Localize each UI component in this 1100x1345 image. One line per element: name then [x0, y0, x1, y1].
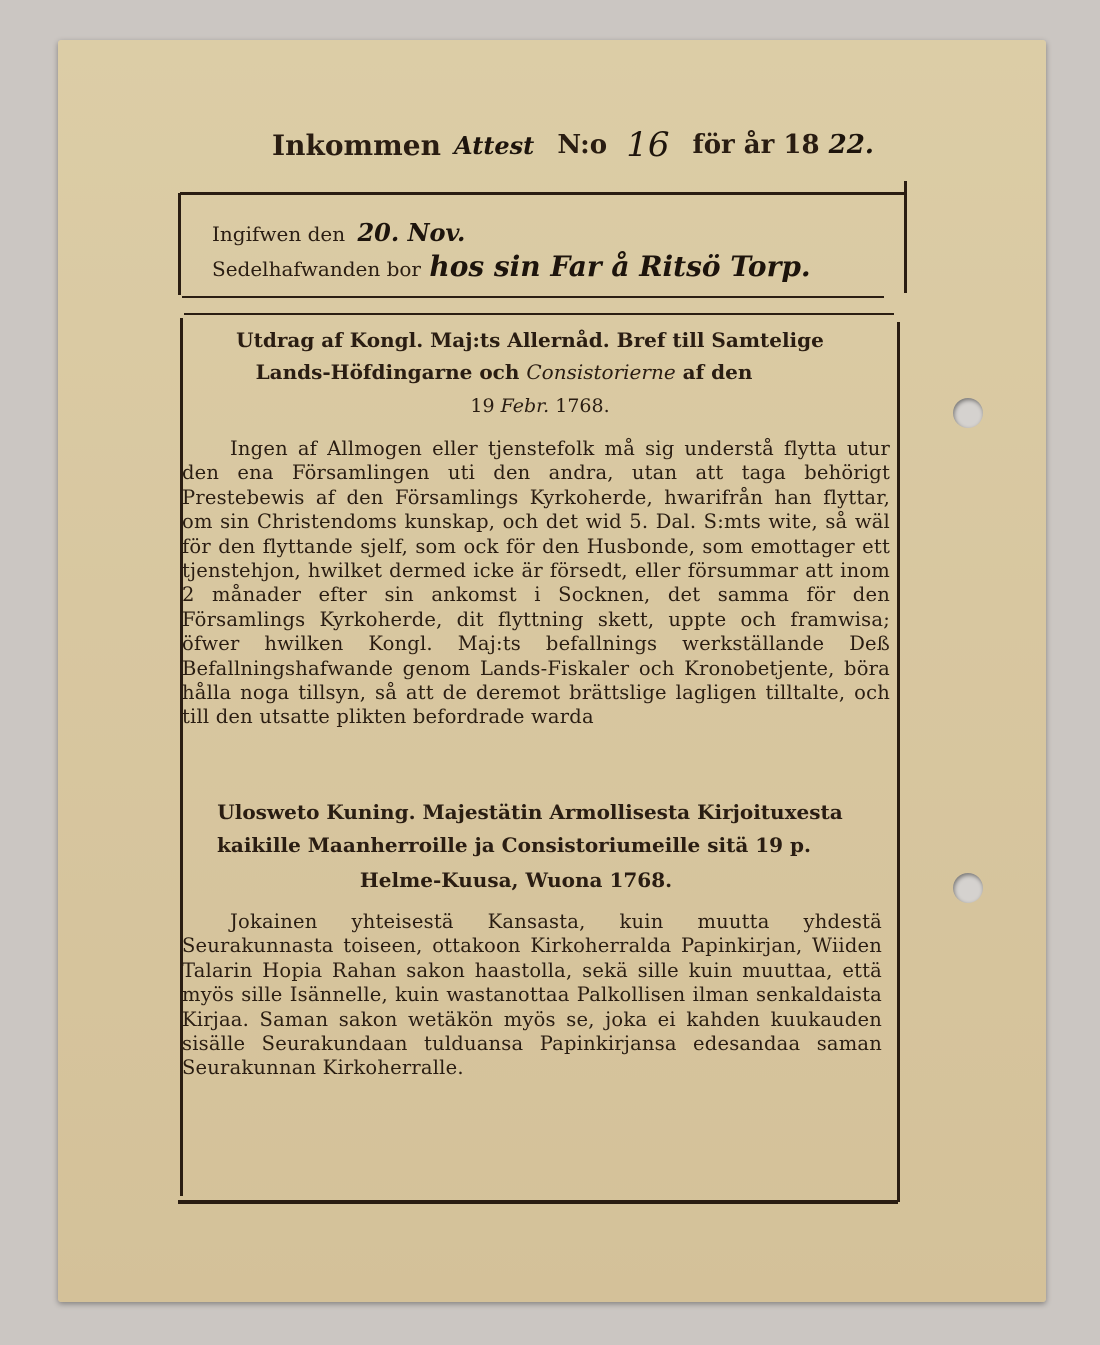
- swedish-heading-line2-b: af den: [682, 360, 753, 384]
- swedish-heading-consistorierne: Consistorierne: [526, 360, 676, 384]
- frame-top-rule: [184, 313, 894, 315]
- handwritten-residence: hos sin Far å Ritsö Torp.: [429, 250, 811, 283]
- swedish-body: Ingen af Allmogen eller tjenstefolk må sig understå flytta utur den ena Församlingen uti den andra, utan att taga behörigt Prestebewis af den Församlings Kyrkoherde, hwarifrån han flyttar, om sin Christendoms kunskap, och det wid 5. Dal. S:mts wite, så wäl för den flyttande sjelf, som ock för den Husbonde, som emottager ett tjenstehjon, hwilket dermed icke är försedt, eller försummar att inom 2 månader efter sin ankomst i Socknen, det samma för den Församlings Kyrkoherde, dit flyttning skett, uppte och framwisa; öfwer hwilken Kongl. Maj:ts befallnings werkställande Deß Befallningshafwande genom Lands-Fiskaler och Kronobetjente, böra hålla noga tillsyn, så att de deremot brättslige lagligen tilltalte, och till den utsatte plikten befordrade warda: [182, 437, 890, 729]
- handwritten-attest: Attest: [454, 130, 535, 160]
- box-bottom-rule: [182, 296, 884, 298]
- handwritten-date: 20. Nov.: [357, 218, 466, 247]
- swedish-heading-year: 1768.: [555, 395, 610, 417]
- title-number-label: N:o: [557, 130, 608, 160]
- punch-hole: [953, 873, 983, 903]
- box-left-rule: [178, 193, 181, 295]
- swedish-heading-day: 19: [470, 395, 495, 417]
- frame-bottom-rule: [178, 1200, 898, 1204]
- title-inkommen: Inkommen: [272, 128, 441, 162]
- swedish-heading-line2-a: Lands-Höfdingarne och: [255, 360, 520, 384]
- frame-right-rule: [897, 322, 900, 1202]
- handwritten-year: 22.: [828, 130, 874, 160]
- punch-hole: [953, 398, 983, 428]
- finnish-heading-line2: kaikille Maanherroille ja Consistoriumeille sitä 19 p.: [217, 833, 811, 857]
- ingifwen-line: [212, 218, 465, 247]
- swedish-heading-month: Febr.: [500, 395, 550, 417]
- box-right-rule: [904, 181, 907, 293]
- handwritten-number: 16: [626, 125, 670, 165]
- swedish-heading-line1: Utdrag af Kongl. Maj:ts Allernåd. Bref till Samtelige: [236, 328, 824, 352]
- finnish-heading-line3: Helme-Kuusa, Wuona 1768.: [359, 868, 673, 892]
- label-sedelhafwanden: Sedelhafwanden bor: [212, 257, 421, 281]
- swedish-heading-line3: [190, 395, 890, 417]
- box-top-rule: [180, 192, 906, 195]
- finnish-body: Jokainen yhteisestä Kansasta, kuin muutta yhdestä Seurakunnasta toiseen, ottakoon Kirkoherralda Papinkirjan, Wiiden Talarin Hopia Rahan sakon haastolla, sekä sille kuin muuttaa, että myös sille Isännelle, kuin wastanottaa Palkollisen ilman senkaldaista Kirjaa. Saman sakon wetäkön myös se, joka ei kahden kuukauden sisälle Seurakundaan tulduansa Papinkirjansa edesandaa saman Seurakunnan Kirkoherralle.: [182, 910, 882, 1080]
- sedelhafwanden-line: [212, 250, 811, 283]
- finnish-heading-line1: Ulosweto Kuning. Majestätin Armollisesta Kirjoituxesta: [217, 800, 843, 824]
- swedish-heading-line2: [154, 360, 854, 384]
- title-year-label: för år 18: [692, 130, 820, 160]
- document-title: [272, 125, 872, 181]
- label-ingifwen: Ingifwen den: [212, 222, 346, 246]
